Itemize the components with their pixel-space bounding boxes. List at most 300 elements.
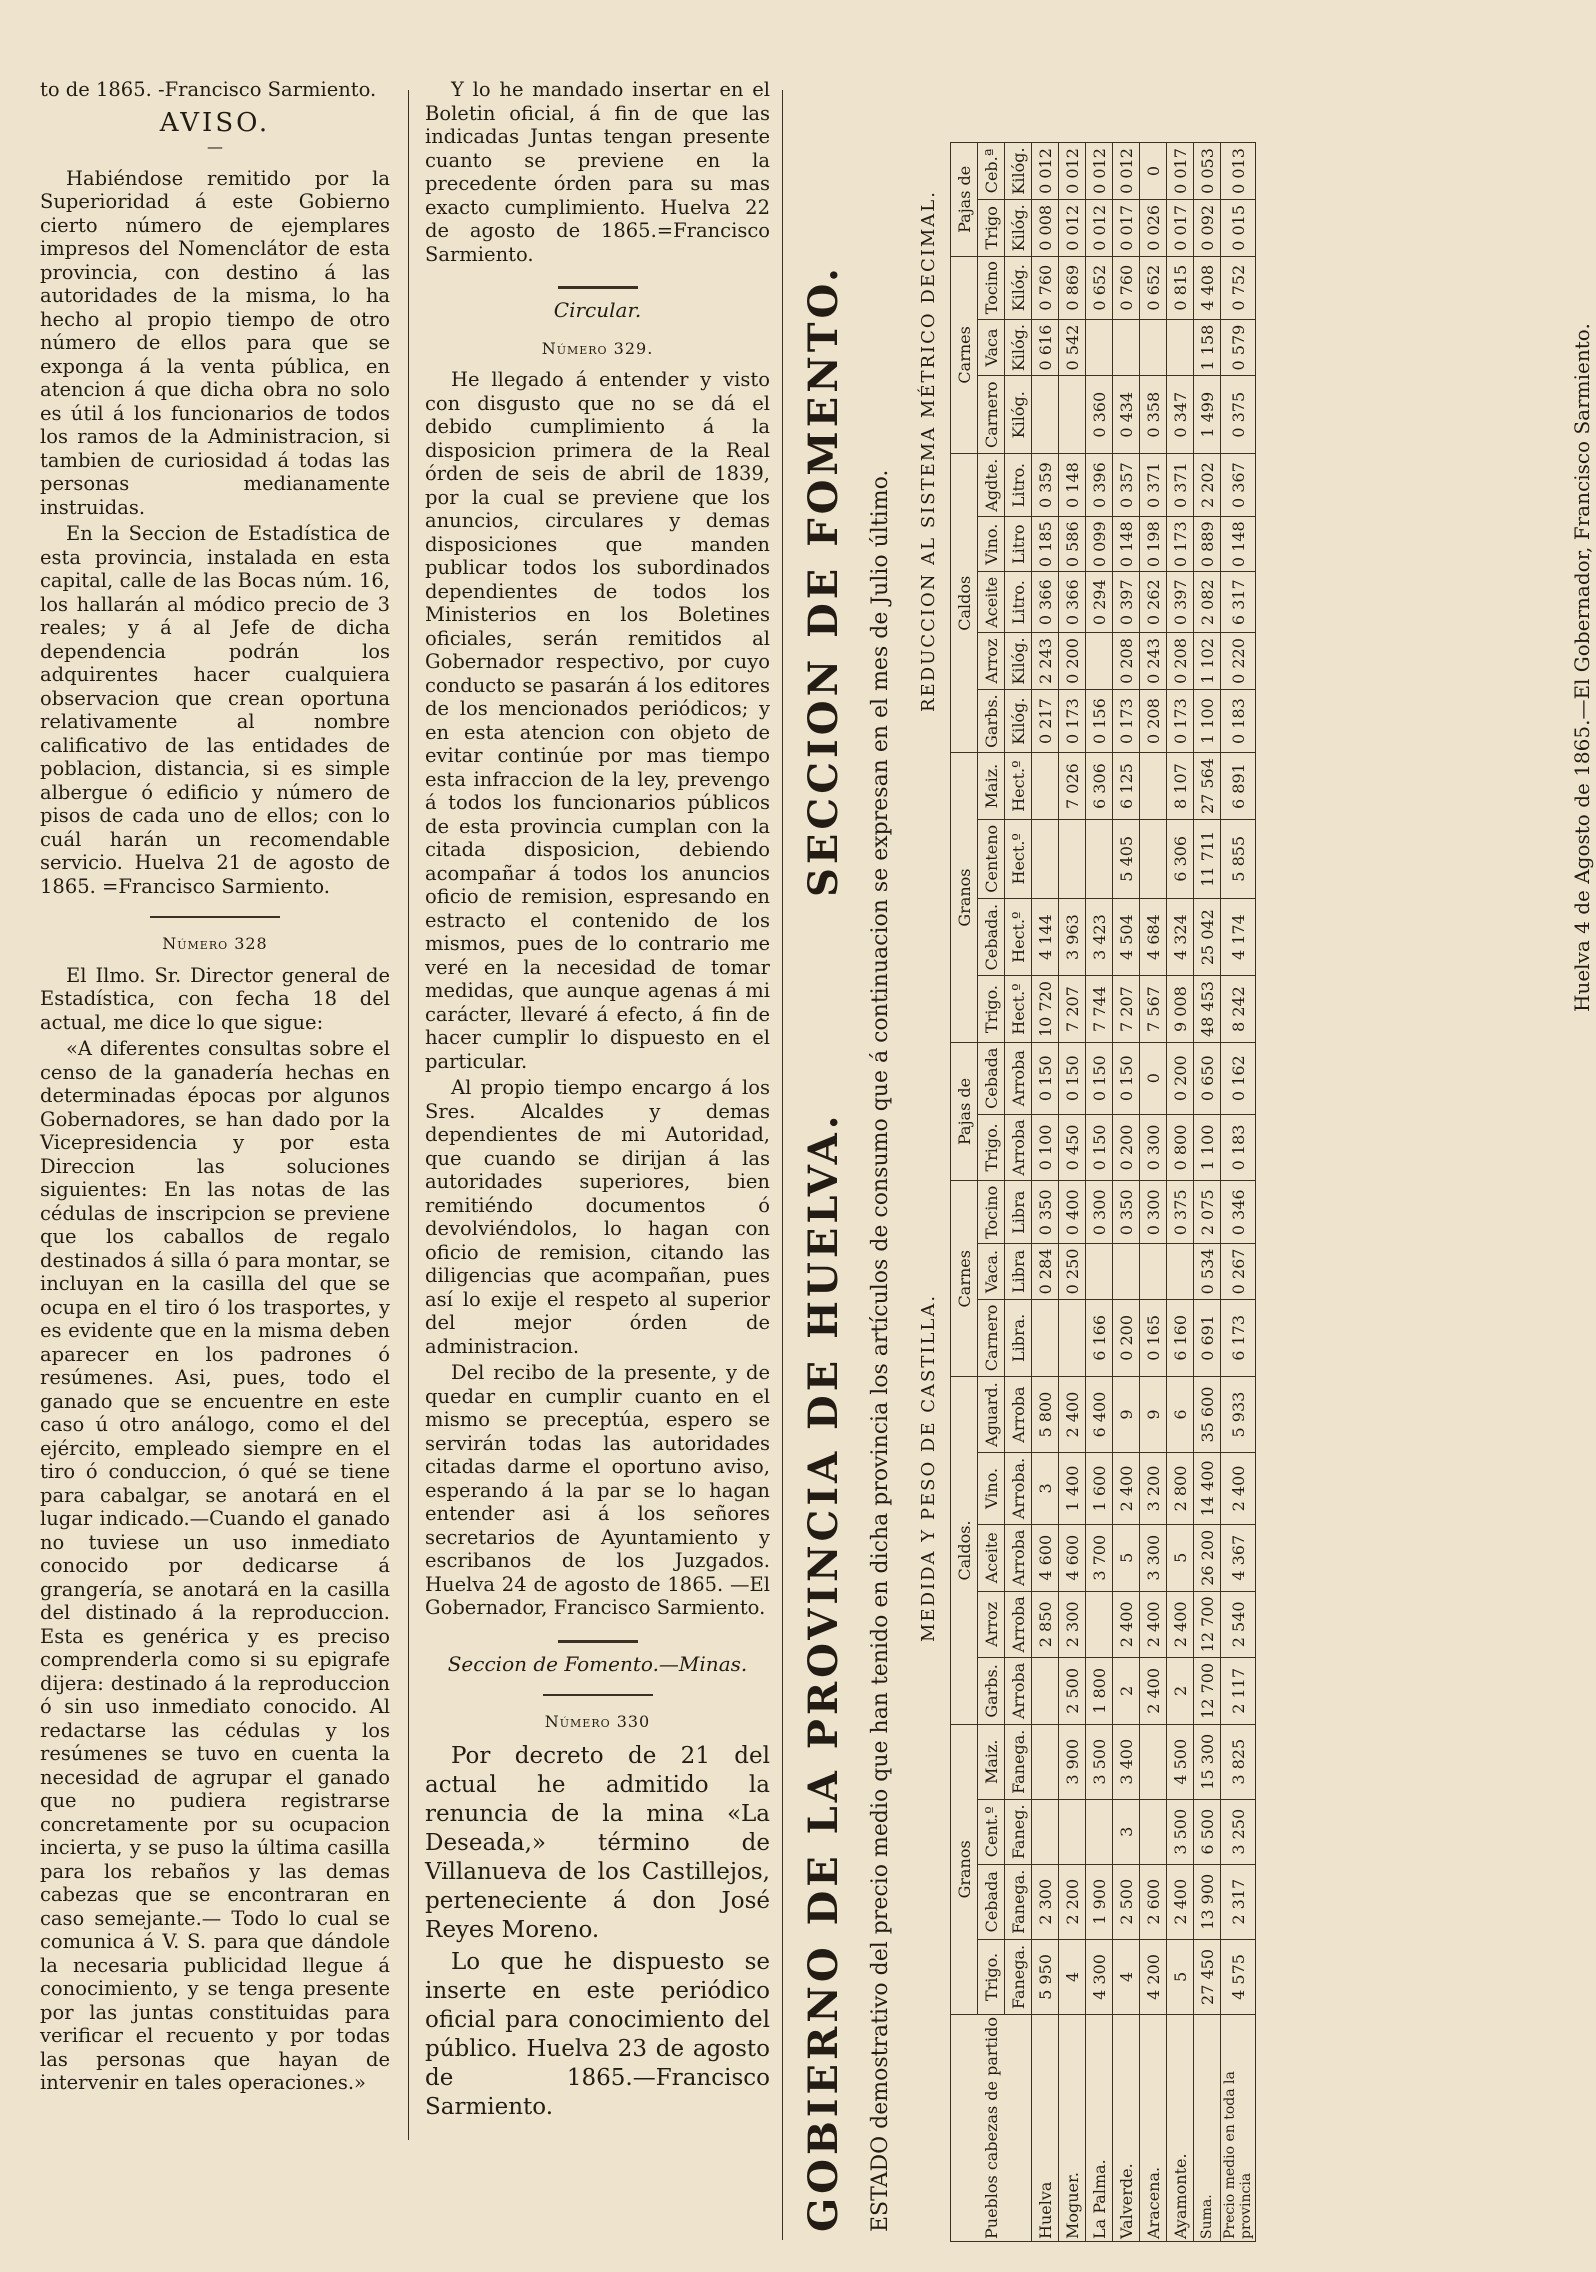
value-cell: 0 300 (1140, 1114, 1167, 1181)
unit-header-metric: Hect.º (1005, 898, 1032, 976)
unit-header-metric: Litro (1005, 517, 1032, 572)
value-cell-metric: 0 026 (1140, 199, 1167, 256)
value-cell-metric: 0 217 (1032, 689, 1059, 753)
value-cell-metric (1059, 376, 1086, 454)
unit-header: Fanega. (1005, 1939, 1032, 2014)
n330-paragraph-2: Lo que he dispuesto se inserte en este periódico oficial para conocimiento del público. Huelva 23 de agosto de 1865.—Francisco Sarmiento. (425, 1948, 770, 2120)
pueblo-name: Huelva (1032, 2015, 1059, 2242)
value-cell (1032, 1658, 1059, 1725)
unit-header: Arroba (1005, 1524, 1032, 1591)
group-pajas: Pajas de (951, 1042, 978, 1181)
divider (150, 916, 280, 918)
value-cell-metric: 1 499 (1194, 376, 1221, 454)
value-cell-metric: 0 173 (1059, 689, 1086, 753)
value-cell-metric: 0 012 (1113, 143, 1140, 200)
value-cell (1032, 1799, 1059, 1864)
value-cell: 0 150 (1032, 1042, 1059, 1114)
value-cell-metric: 5 405 (1113, 819, 1140, 898)
value-cell-metric (1059, 819, 1086, 898)
value-cell-metric: 3 963 (1059, 898, 1086, 976)
value-cell: 2 400 (1167, 1591, 1194, 1658)
table-footer: Huelva 4 de Agosto de 1865.—El Gobernador, Francisco Sarmiento. (1570, 323, 1594, 1012)
value-cell: 3 400 (1113, 1724, 1140, 1799)
column-header-metric: Maiz. (978, 753, 1005, 819)
value-cell-metric (1032, 753, 1059, 819)
unit-header: Arroba (1005, 1042, 1032, 1114)
value-cell-metric: 4 144 (1032, 898, 1059, 976)
value-cell: 4 367 (1221, 1524, 1256, 1591)
value-cell: 2 400 (1059, 1377, 1086, 1453)
value-cell-metric: 0 652 (1140, 256, 1167, 319)
value-cell: 3 250 (1221, 1799, 1256, 1864)
unit-header: Fanega. (1005, 1864, 1032, 1939)
column-header-metric: Centeno (978, 819, 1005, 898)
divider (558, 1640, 638, 1643)
column-header: Vaca. (978, 1244, 1005, 1299)
value-cell-metric (1086, 319, 1113, 376)
value-cell: 6 400 (1086, 1377, 1113, 1453)
column-header-metric: Aceite (978, 572, 1005, 633)
value-cell-metric: 0 760 (1113, 256, 1140, 319)
value-cell: 4 (1113, 1939, 1140, 2014)
value-cell-metric: 0 173 (1167, 517, 1194, 572)
unit-header-metric: Hect.º (1005, 753, 1032, 819)
unit-header: Libra (1005, 1181, 1032, 1244)
n329-paragraph-1: He llegado á entender y visto con disgusto que no se dá el debido cumplimiento á la disposicion primera de la Real órden de seis de abril de 1839, por la cual se previene que los anuncios, circulares y demas disposiciones que manden publicar todos los subordinados dependientes de todos los Ministerios en los Boletines oficiales, serán remitidos al Gobernador respectivo, por cuyo conducto se pasarán á los editores de los mencionados periódicos; y en esta atencion con objeto de evitar continúe por mas tiempo esta infraccion de la ley, prevengo á todos los funcionarios públicos de esta provincia cumplan con la citada disposicion, debiendo acompañar á todos los anuncios oficio de remision, espresando en estracto el contenido de los mismos, pues de lo contrario me veré en la necesidad de tomar medidas, que aunque agenas á mi carácter, llevaré á efecto, á fin de hacer cumplir lo dispuesto en el particular. (425, 368, 770, 1073)
value-cell (1140, 1799, 1167, 1864)
n329-paragraph-2: Al propio tiempo encargo á los Sres. Alcaldes y demas dependientes de mi Autoridad, que cuando se dirijan á las autoridades superiores, bien remitiéndo documentos ó devolviéndolos, lo hagan con oficio de remision, citando las diligencias que acompañan, pues así lo exije el respeto al superior del mejor órden de administracion. (425, 1076, 770, 1358)
n328-closing: Y lo he mandado insertar en el Boletin oficial, á fin de que las indicadas Juntas tengan presente cuanto se previene en la precedente órden para su mas exacto cumplimiento. Huelva 22 de agosto de 1865.=Francisco Sarmiento. (425, 78, 770, 266)
unit-header: Arroba (1005, 1591, 1032, 1658)
value-cell-metric: 0 156 (1086, 689, 1113, 753)
value-cell: 6 166 (1086, 1299, 1113, 1377)
unit-header: Fanega. (1005, 1724, 1032, 1799)
column-header: Aceite (978, 1524, 1005, 1591)
value-cell-metric: 5 855 (1221, 819, 1256, 898)
pueblo-name: Aracena. (1140, 2015, 1167, 2242)
value-cell: 1 900 (1086, 1864, 1113, 1939)
unit-header: Faneg. (1005, 1799, 1032, 1864)
value-cell-metric: 0 586 (1059, 517, 1086, 572)
value-cell-metric (1032, 819, 1059, 898)
value-cell (1086, 1799, 1113, 1864)
value-cell: 2 400 (1140, 1591, 1167, 1658)
value-cell-metric: 0 183 (1221, 689, 1256, 753)
value-cell: 0 200 (1113, 1114, 1140, 1181)
value-cell-metric: 0 148 (1221, 517, 1256, 572)
value-cell-metric: 0 760 (1032, 256, 1059, 319)
value-cell: 0 200 (1113, 1299, 1140, 1377)
value-cell-metric: 8 242 (1221, 976, 1256, 1042)
value-cell-metric: 0 243 (1140, 633, 1167, 690)
column-header: Aguard. (978, 1377, 1005, 1453)
value-cell (1059, 1299, 1086, 1377)
value-cell: 0 800 (1167, 1114, 1194, 1181)
fomento-heading: Seccion de Fomento.—Minas. (447, 1651, 748, 1676)
column-header-metric: Arroz (978, 633, 1005, 690)
unit-header-metric: Hect.º (1005, 976, 1032, 1042)
unit-header-metric: Kilóg. (1005, 143, 1032, 200)
value-cell-metric: 0 012 (1032, 143, 1059, 200)
column-header: Carnero (978, 1299, 1005, 1377)
value-cell: 2 (1113, 1658, 1140, 1725)
value-cell-metric: 0 092 (1194, 199, 1221, 256)
value-cell: 4 200 (1140, 1939, 1167, 2014)
value-cell (1113, 1244, 1140, 1299)
value-cell-metric: 0 185 (1032, 517, 1059, 572)
pueblos-header: Pueblos cabezas de partido (951, 2015, 1032, 2242)
value-cell (1086, 1244, 1113, 1299)
column-header: Vino. (978, 1452, 1005, 1524)
group-granos-metric: Granos (951, 753, 978, 1042)
unit-header-metric: Kilóg. (1005, 633, 1032, 690)
value-cell: 0 200 (1167, 1042, 1194, 1114)
value-cell (1086, 1591, 1113, 1658)
value-cell: 0 250 (1059, 1244, 1086, 1299)
unit-header-metric: Litro. (1005, 454, 1032, 517)
value-cell-metric: 0 148 (1059, 454, 1086, 517)
value-cell (1140, 1724, 1167, 1799)
value-cell-metric (1140, 319, 1167, 376)
unit-header: Arroba. (1005, 1452, 1032, 1524)
value-cell: 2 300 (1032, 1864, 1059, 1939)
value-cell: 2 400 (1140, 1658, 1167, 1725)
unit-header-metric: Hect.º (1005, 819, 1032, 898)
aviso-title: AVISO. (159, 107, 271, 138)
value-cell-metric: 7 026 (1059, 753, 1086, 819)
table-row (1086, 143, 1113, 2242)
value-cell: 35 600 (1194, 1377, 1221, 1453)
value-cell-metric: 0 358 (1140, 376, 1167, 454)
unit-header-metric: Kilóg. (1005, 689, 1032, 753)
column-header-metric: Vaca (978, 319, 1005, 376)
reduccion-heading: REDUCCION AL SISTEMA MÉTRICO DECIMAL. (918, 190, 939, 712)
value-cell-metric: 0 294 (1086, 572, 1113, 633)
value-cell-metric: 3 423 (1086, 898, 1113, 976)
value-cell: 0 691 (1194, 1299, 1221, 1377)
value-cell: 3 700 (1086, 1524, 1113, 1591)
column-rule (782, 90, 783, 2240)
value-cell-metric: 25 042 (1194, 898, 1221, 976)
value-cell: 2 (1167, 1658, 1194, 1725)
value-cell: 2 317 (1221, 1864, 1256, 1939)
value-cell-metric: 0 (1140, 143, 1167, 200)
value-cell: 5 (1167, 1939, 1194, 2014)
value-cell: 0 650 (1194, 1042, 1221, 1114)
column-header-metric: Tocino (978, 256, 1005, 319)
table-row (1059, 143, 1086, 2242)
value-cell-metric: 0 262 (1140, 572, 1167, 633)
group-carnes: Carnes (951, 1181, 978, 1377)
value-cell-metric: 0 397 (1167, 572, 1194, 633)
value-cell: 0 165 (1140, 1299, 1167, 1377)
column-header-metric: Carnero (978, 376, 1005, 454)
value-cell: 4 575 (1221, 1939, 1256, 2014)
table-row (1167, 143, 1194, 2242)
value-cell: 2 600 (1140, 1864, 1167, 1939)
value-cell-metric: 0 208 (1113, 633, 1140, 690)
value-cell-metric (1113, 319, 1140, 376)
value-cell: 4 300 (1086, 1939, 1113, 2014)
value-cell-metric: 0 869 (1059, 256, 1086, 319)
value-cell: 1 800 (1086, 1658, 1113, 1725)
value-cell: 0 300 (1140, 1181, 1167, 1244)
column-header: Maiz. (978, 1724, 1005, 1799)
divider (558, 286, 638, 289)
value-cell-metric: 0 752 (1221, 256, 1256, 319)
group-caldos-metric: Caldos (951, 454, 978, 753)
value-cell: 0 284 (1032, 1244, 1059, 1299)
value-cell-metric: 0 347 (1167, 376, 1194, 454)
value-cell: 0 100 (1032, 1114, 1059, 1181)
value-cell: 3 200 (1140, 1452, 1167, 1524)
value-cell: 0 350 (1113, 1181, 1140, 1244)
value-cell-metric (1140, 819, 1167, 898)
value-cell-metric: 10 720 (1032, 976, 1059, 1042)
value-cell: 3 300 (1140, 1524, 1167, 1591)
value-cell: 5 933 (1221, 1377, 1256, 1453)
value-cell: 0 375 (1167, 1181, 1194, 1244)
value-cell: 2 400 (1167, 1864, 1194, 1939)
value-cell: 3 900 (1059, 1724, 1086, 1799)
value-cell: 1 600 (1086, 1452, 1113, 1524)
value-cell: 6 160 (1167, 1299, 1194, 1377)
value-cell-metric: 0 579 (1221, 319, 1256, 376)
column-header: Tocino (978, 1181, 1005, 1244)
unit-header-metric: Kilóg. (1005, 319, 1032, 376)
n330-paragraph-1: Por decreto de 21 del actual he admitido la renuncia de la mina «La Deseada,» término de Villanueva de los Castillejos, perteneciente á don José Reyes Moreno. (425, 1742, 770, 1943)
number-330-heading: Número 330 (544, 1712, 651, 1731)
table-row (1140, 143, 1167, 2242)
value-cell-metric: 0 360 (1086, 376, 1113, 454)
unit-header-metric: Kilóg. (1005, 199, 1032, 256)
value-cell: 2 075 (1194, 1181, 1221, 1244)
column-left (40, 78, 390, 2098)
value-cell-metric: 0 366 (1059, 572, 1086, 633)
value-cell: 0 534 (1194, 1244, 1221, 1299)
column-rule (408, 90, 409, 2140)
column-header: Trigo. (978, 1114, 1005, 1181)
value-cell: 26 200 (1194, 1524, 1221, 1591)
seccion-title: SECCION DE FOMENTO. (800, 264, 847, 897)
column-header: Garbs. (978, 1658, 1005, 1725)
group-caldos: Caldos. (951, 1377, 978, 1724)
value-cell: 0 450 (1059, 1114, 1086, 1181)
value-cell-metric: 0 542 (1059, 319, 1086, 376)
value-cell: 0 150 (1086, 1114, 1113, 1181)
value-cell: 4 (1059, 1939, 1086, 2014)
value-cell: 12 700 (1194, 1591, 1221, 1658)
pueblo-name: Ayamonte. (1167, 2015, 1194, 2242)
value-cell: 2 400 (1113, 1591, 1140, 1658)
value-cell: 3 (1032, 1452, 1059, 1524)
value-cell: 2 540 (1221, 1591, 1256, 1658)
price-table (950, 82, 1570, 2242)
estado-heading: ESTADO demostrativo del precio medio que han tenido en dicha provincia los artículos de consumo que á continuacion se expresan en el mes de Julio último. (868, 469, 893, 2232)
unit-header: Libra (1005, 1244, 1032, 1299)
value-cell-metric: 7 567 (1140, 976, 1167, 1042)
value-cell-metric: 27 564 (1194, 753, 1221, 819)
value-cell-metric: 0 015 (1221, 199, 1256, 256)
circular-heading: Circular. (553, 298, 642, 322)
value-cell: 5 950 (1032, 1939, 1059, 2014)
value-cell (1167, 1244, 1194, 1299)
aviso-dash: — (207, 137, 223, 156)
aviso-paragraph-2: En la Seccion de Estadística de esta provincia, instalada en esta capital, calle de las Bocas núm. 16, los hallarán al módico precio de 3 reales; y á al Jefe de dicha dependencia podrán los adquirentes hacer cualquiera observacion que crean oportuna relativamente al nombre calificativo de las entidades de poblacion, distancia, si es simple albergue ó edificio y número de pisos de cada uno de ellos; con lo cuál harán un recomendable servicio. Huelva 21 de agosto de 1865. =Francisco Sarmiento. (40, 522, 390, 898)
column-header: Cent.º (978, 1799, 1005, 1864)
value-cell: 15 300 (1194, 1724, 1221, 1799)
column-header: Cebada (978, 1042, 1005, 1114)
value-cell: 6 173 (1221, 1299, 1256, 1377)
value-cell-metric: 0 099 (1086, 517, 1113, 572)
value-cell: 27 450 (1194, 1939, 1221, 2014)
value-cell: 3 500 (1167, 1799, 1194, 1864)
group-granos: Granos (951, 1724, 978, 2014)
value-cell-metric: 0 012 (1059, 143, 1086, 200)
value-cell-metric: 0 208 (1167, 633, 1194, 690)
value-cell-metric: 0 366 (1032, 572, 1059, 633)
value-cell-metric: 0 397 (1113, 572, 1140, 633)
unit-header: Arroba (1005, 1658, 1032, 1725)
value-cell: 2 300 (1059, 1591, 1086, 1658)
column-header-metric: Cebada. (978, 898, 1005, 976)
value-cell-metric: 0 148 (1113, 517, 1140, 572)
value-cell-metric: 0 013 (1221, 143, 1256, 200)
value-cell: 0 183 (1221, 1114, 1256, 1181)
value-cell: 2 400 (1113, 1452, 1140, 1524)
value-cell-metric: 7 207 (1113, 976, 1140, 1042)
value-cell-metric: 0 012 (1086, 143, 1113, 200)
value-cell (1032, 1724, 1059, 1799)
unit-header: Libra. (1005, 1299, 1032, 1377)
value-cell: 5 (1167, 1524, 1194, 1591)
unit-header-metric: Kilóg. (1005, 376, 1032, 454)
value-cell-metric: 2 243 (1032, 633, 1059, 690)
value-cell: 2 850 (1032, 1591, 1059, 1658)
top-line: to de 1865. -Francisco Sarmiento. (40, 78, 377, 101)
value-cell: 2 117 (1221, 1658, 1256, 1725)
value-cell-metric (1086, 819, 1113, 898)
group-header-row (951, 143, 978, 2242)
value-cell: 2 800 (1167, 1452, 1194, 1524)
divider (543, 1694, 653, 1696)
column-header: Cebada (978, 1864, 1005, 1939)
column-header-metric: Trigo. (978, 976, 1005, 1042)
value-cell: 12 700 (1194, 1658, 1221, 1725)
value-cell: 3 (1113, 1799, 1140, 1864)
value-cell-metric: 0 367 (1221, 454, 1256, 517)
value-cell-metric: 0 652 (1086, 256, 1113, 319)
value-cell-metric: 6 125 (1113, 753, 1140, 819)
value-cell-metric: 0 173 (1113, 689, 1140, 753)
value-cell-metric (1167, 319, 1194, 376)
column-middle (425, 78, 770, 2125)
value-cell: 2 400 (1221, 1452, 1256, 1524)
value-cell-metric: 4 324 (1167, 898, 1194, 976)
unit-header: Arroba (1005, 1114, 1032, 1181)
value-cell-metric: 0 012 (1086, 199, 1113, 256)
value-cell-metric: 4 504 (1113, 898, 1140, 976)
value-cell-metric (1032, 376, 1059, 454)
value-cell-metric: 1 158 (1194, 319, 1221, 376)
gobierno-title: GOBIERNO DE LA PROVINCIA DE HUELVA. (800, 1111, 847, 2232)
value-cell: 9 (1113, 1377, 1140, 1453)
group-pajas-metric: Pajas de (951, 143, 978, 257)
value-cell: 2 200 (1059, 1864, 1086, 1939)
value-cell-metric: 0 017 (1167, 199, 1194, 256)
value-cell-metric: 1 100 (1194, 689, 1221, 753)
value-cell-metric: 0 220 (1221, 633, 1256, 690)
value-cell-metric (1140, 753, 1167, 819)
value-cell (1032, 1299, 1059, 1377)
value-cell-metric: 0 889 (1194, 517, 1221, 572)
value-cell: 6 500 (1194, 1799, 1221, 1864)
column-header: Arroz (978, 1591, 1005, 1658)
unit-header: Arroba (1005, 1377, 1032, 1453)
value-cell-metric: 7 207 (1059, 976, 1086, 1042)
value-cell-metric: 6 891 (1221, 753, 1256, 819)
n328-paragraph-1: El Ilmo. Sr. Director general de Estadística, con fecha 18 del actual, me dice lo que sigue: (40, 963, 390, 1034)
precio-row (1221, 143, 1256, 2242)
value-cell: 14 400 (1194, 1452, 1221, 1524)
value-cell-metric: 0 173 (1167, 689, 1194, 753)
value-cell-metric: 4 408 (1194, 256, 1221, 319)
price-table-grid (950, 142, 1256, 2242)
value-cell-metric: 11 711 (1194, 819, 1221, 898)
unit-header-metric: Litro. (1005, 572, 1032, 633)
value-cell: 4 600 (1032, 1524, 1059, 1591)
value-cell: 9 (1140, 1377, 1167, 1453)
value-cell-metric: 0 198 (1140, 517, 1167, 572)
table-row (1113, 143, 1140, 2242)
value-cell-metric (1086, 633, 1113, 690)
precio-label: Precio medio en toda la provincia (1221, 2015, 1256, 2242)
pueblo-name: Moguer. (1059, 2015, 1086, 2242)
value-cell-metric: 0 815 (1167, 256, 1194, 319)
column-header-metric: Garbs. (978, 689, 1005, 753)
value-cell: 0 150 (1086, 1042, 1113, 1114)
column-header-metric: Vino. (978, 517, 1005, 572)
value-cell-metric: 0 017 (1167, 143, 1194, 200)
value-cell-metric: 6 306 (1167, 819, 1194, 898)
number-329-heading: Número 329. (541, 338, 654, 358)
value-cell-metric: 0 616 (1032, 319, 1059, 376)
value-cell-metric: 0 017 (1113, 199, 1140, 256)
value-cell (1059, 1799, 1086, 1864)
column-header-metric: Agdte. (978, 454, 1005, 517)
value-cell-metric: 0 371 (1140, 454, 1167, 517)
value-cell: 0 400 (1059, 1181, 1086, 1244)
value-cell-metric: 0 357 (1113, 454, 1140, 517)
medida-heading: MEDIDA Y PESO DE CASTILLA. (918, 1293, 939, 1642)
value-cell: 2 500 (1113, 1864, 1140, 1939)
value-cell: 3 500 (1086, 1724, 1113, 1799)
n328-paragraph-2: «A diferentes consultas sobre el censo de la ganadería hechas en determinadas épocas por algunos Gobernadores, se han dado por la Vicepresidencia y por esta Direccion las soluciones siguientes: En las notas de las cédulas de inscripcion se previene que los caballos de regalo destinados á silla ó para montar, se incluyan en la casilla del que se ocupa en el tiro ó los trasportes, y es evidente que en la misma deben aparecer en los padrones ó resúmenes. Asi, pues, todo el ganado que se encuentre en este caso ú otro análogo, como el del ejército, empleado siempre en el tiro ó conduccion, ó qué se tiene para cabalgar, se anotará en el lugar indicado.—Cuando el ganado no tuviese un uso inmediato conocido por dedicarse á grangería, se anotará en la casilla del distinado á la reproduccion. Esta es genérica y es preciso comprenderla como si su epigrafe dijera: destinado á la reproduccion ó sin uso inmediato conocido. Al redactarse las cédulas y los resúmenes se tuvo en cuenta la necesidad de agrupar el ganado que no pudiera registrarse concretamente por su ocupacion incierta, y se puso la última casilla para los rebaños y las demas cabezas que se encontraran en caso semejante.— Todo lo cual se comunica á V. S. para que dándole la necesaria publicidad llegue á conocimiento, y se tenga presente por las juntas constituidas para verificar el recuento y por todas las personas que hayan de intervenir en tales operaciones.» (40, 1037, 390, 2094)
value-cell: 1 400 (1059, 1452, 1086, 1524)
column-header-metric: Ceb.ª (978, 143, 1005, 200)
value-cell-metric: 1 102 (1194, 633, 1221, 690)
value-cell: 4 600 (1059, 1524, 1086, 1591)
value-cell: 0 346 (1221, 1181, 1256, 1244)
column-header: Trigo. (978, 1939, 1005, 2014)
value-cell: 5 (1113, 1524, 1140, 1591)
value-cell-metric: 0 053 (1194, 143, 1221, 200)
value-cell-metric: 0 375 (1221, 376, 1256, 454)
value-cell: 0 267 (1221, 1244, 1256, 1299)
value-cell: 0 300 (1086, 1181, 1113, 1244)
group-carnes-metric: Carnes (951, 256, 978, 453)
value-cell: 0 (1140, 1042, 1167, 1114)
